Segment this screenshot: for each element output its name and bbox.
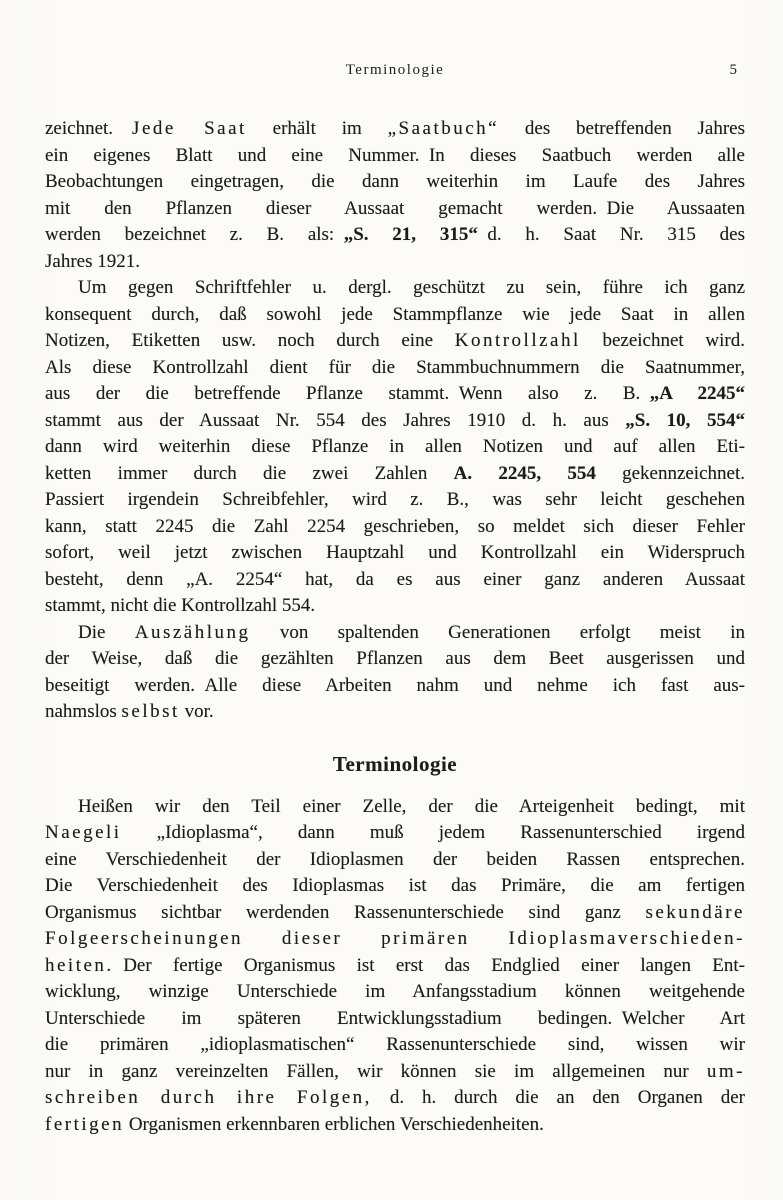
text-segment: stammt aus der Aussaat Nr. 554 des Jahres 1910 d. h. aus: [45, 409, 626, 431]
text-line: [45, 1059, 745, 1086]
text-line: [45, 646, 745, 673]
bold-text: „S. 10, 554“: [625, 409, 745, 431]
text-segment: Beobachtungen eingetragen, die dann weiterhin im Laufe des Jahres: [45, 171, 745, 192]
text-line: [45, 820, 745, 847]
letterspaced-text: Naegeli: [45, 822, 122, 843]
running-header-title: Terminologie: [345, 62, 445, 78]
text-segment: Der fertige Organismus ist erst das Endglied einer langen Ent-: [113, 954, 745, 976]
text-line: [45, 1112, 745, 1139]
letterspaced-text: um-: [706, 1060, 745, 1082]
text-segment: die primären „idioplasmatischen“ Rassenunterschiede sind, wissen wir: [45, 1034, 745, 1055]
text-segment: der Weise, daß die gezählten Pflanzen aus dem Beet ausgerissen und: [45, 648, 745, 669]
text-line: [45, 953, 745, 980]
text-segment: „Idioplasma“, dann muß jedem Rassenunterschied irgend: [121, 822, 745, 843]
text-segment: nahmslos: [45, 701, 122, 722]
text-line: [45, 328, 745, 355]
text-line: [45, 1032, 745, 1059]
text-segment: dann wird weiterhin diese Pflanze in allen Notizen und auf allen Eti-: [45, 436, 745, 457]
paragraphs-before: [45, 116, 745, 726]
text-segment: Jahres 1921.: [45, 250, 140, 272]
text-line: [45, 926, 745, 953]
text-line: [45, 699, 745, 726]
letterspaced-text: sekundäre: [645, 901, 745, 923]
text-segment: d. h. durch die an den Organen der: [371, 1087, 745, 1108]
text-line: [45, 143, 745, 170]
text-line: [45, 275, 745, 302]
text-segment: stammt, nicht die Kontrollzahl 554.: [45, 595, 316, 616]
paragraph: [45, 116, 745, 275]
text-line: [45, 593, 745, 620]
text-segment: zeichnet.: [45, 118, 133, 139]
text-line: [45, 461, 745, 488]
letterspaced-text: „Saatbuch“: [387, 118, 500, 139]
text-line: [45, 794, 745, 821]
text-segment: Die: [78, 621, 135, 643]
text-line: [45, 169, 745, 196]
paragraph: [45, 275, 745, 620]
letterspaced-text: Auszählung: [134, 621, 251, 643]
paragraph: [45, 794, 745, 1139]
text-segment: werden bezeichnet z. B. als:: [45, 224, 344, 245]
text-segment: aus der die betreffende Pflanze stammt. Wenn also z. B.: [45, 383, 650, 404]
letterspaced-text: Kontrollzahl: [454, 330, 581, 351]
text-segment: Als diese Kontrollzahl dient für die Stammbuchnummern die Saatnummer,: [45, 356, 745, 378]
text-line: [45, 1006, 745, 1033]
text-line: [45, 196, 745, 223]
text-segment: gekennzeichnet.: [595, 462, 745, 484]
text-segment: Die Verschiedenheit des Idioplasmas ist das Primäre, die am fertigen: [45, 875, 745, 896]
text-segment: sofort, weil jetzt zwischen Hauptzahl und Kontrollzahl ein Widerspruch: [45, 542, 745, 563]
text-segment: Organismus sichtbar werdenden Rassenunterschiede sind ganz: [45, 901, 646, 923]
text-line: [45, 355, 745, 382]
text-segment: ein eigenes Blatt und eine Nummer. In dieses Saatbuch werden alle: [45, 144, 745, 166]
bold-text: „S. 21, 315“: [343, 224, 478, 245]
bold-text: A. 2245, 554: [453, 462, 596, 484]
text-line: [45, 381, 745, 408]
text-line: [45, 514, 745, 541]
text-segment: d. h. Saat Nr. 315 des: [477, 224, 745, 245]
text-segment: mit den Pflanzen dieser Aussaat gemacht werden. Die Aussaaten: [45, 197, 745, 219]
text-line: [45, 408, 745, 435]
text-segment: Um gegen Schriftfehler u. dergl. geschützt zu sein, führe ich ganz: [78, 277, 745, 298]
text-segment: Passiert irgendein Schreibfehler, wird z. B., was sehr leicht geschehen: [45, 489, 745, 510]
text-segment: Heißen wir den Teil einer Zelle, der die Arteigenheit bedingt, mit: [78, 795, 745, 817]
text-line: [45, 249, 745, 276]
letterspaced-text: Folgeerscheinungen dieser primären Idioplasmaverschieden-: [45, 928, 745, 949]
text-segment: wicklung, winzige Unterschiede im Anfangsstadium können weitgehende: [45, 981, 745, 1002]
text-line: [45, 873, 745, 900]
text-line: [45, 487, 745, 514]
text-body: [45, 116, 745, 1138]
text-segment: beseitigt werden. Alle diese Arbeiten nahm und nehme ich fast aus-: [45, 674, 745, 696]
text-segment: ketten immer durch die zwei Zahlen: [45, 462, 454, 484]
letterspaced-text: heiten.: [45, 954, 114, 976]
text-segment: vor.: [179, 701, 214, 722]
text-segment: Organismen erkennbaren erblichen Verschiedenheiten.: [124, 1113, 544, 1135]
text-segment: konsequent durch, daß sowohl jede Stammpflanze wie jede Saat in allen: [45, 303, 745, 325]
letterspaced-text: schreiben durch ihre Folgen,: [45, 1087, 372, 1108]
text-segment: erhält im: [246, 118, 388, 139]
paragraphs-after: [45, 794, 745, 1139]
section-heading: Terminologie: [332, 751, 458, 776]
text-segment: von spaltenden Generationen erfolgt meist in: [250, 621, 746, 643]
letterspaced-text: Jede Saat: [132, 118, 247, 139]
text-line: [45, 979, 745, 1006]
page-number: 5: [729, 62, 737, 78]
paragraph: [45, 620, 745, 726]
text-line: [45, 900, 745, 927]
text-line: [45, 1085, 745, 1112]
text-segment: Unterschiede im späteren Entwicklungsstadium bedingen. Welcher Art: [45, 1007, 745, 1029]
text-line: [45, 620, 745, 647]
text-line: [45, 302, 745, 329]
text-line: [45, 222, 745, 249]
letterspaced-text: fertigen: [45, 1113, 125, 1135]
letterspaced-text: selbst: [121, 701, 180, 722]
text-line: [45, 673, 745, 700]
text-segment: kann, statt 2245 die Zahl 2254 geschrieben, so meldet sich dieser Fehler: [45, 515, 745, 537]
text-line: [45, 540, 745, 567]
text-line: [45, 434, 745, 461]
text-line: [45, 847, 745, 874]
text-segment: Notizen, Etiketten usw. noch durch eine: [45, 330, 455, 351]
text-line: [45, 116, 745, 143]
text-segment: eine Verschiedenheit der Idioplasmen der beiden Rassen entsprechen.: [45, 848, 745, 870]
text-segment: besteht, denn „A. 2254“ hat, da es aus einer ganz anderen Aussaat: [45, 568, 745, 590]
text-segment: des betreffenden Jahres: [499, 118, 745, 139]
bold-text: „A 2245“: [649, 383, 745, 404]
text-segment: bezeichnet wird.: [580, 330, 745, 351]
text-segment: nur in ganz vereinzelten Fällen, wir können sie im allgemeinen nur: [45, 1060, 707, 1082]
text-line: [45, 567, 745, 594]
running-header: [45, 62, 745, 82]
